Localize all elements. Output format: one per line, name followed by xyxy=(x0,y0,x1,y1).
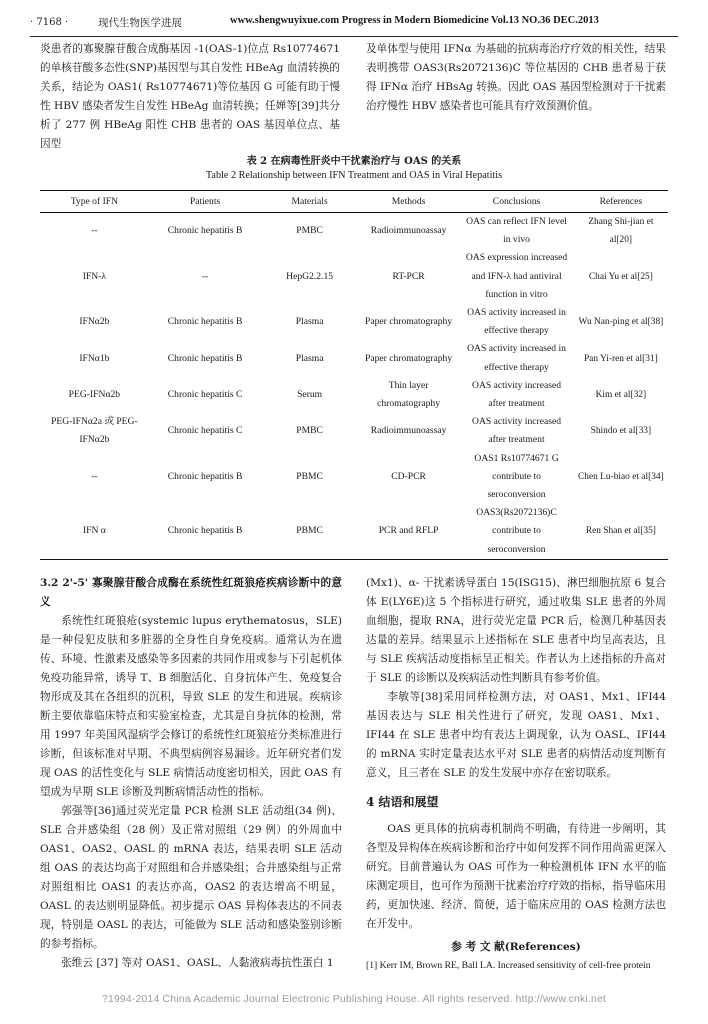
table-cell: Chronic hepatitis B xyxy=(167,316,243,328)
table-cell: -- xyxy=(201,270,209,282)
table-header-row xyxy=(40,191,668,213)
paragraph: 系统性红斑狼疮(systemic lupus erythematosus，SLE)是一种侵犯皮肤和多脏器的全身性自身免疫病。通常认为在遗传、环境、性激素及感染等多因素的共同作用或参与下引起机体免疫功能异常，诱导 T、B 细胞活化、自身抗体产生、免疫复合物形成及其在各组织的沉积，导致 SLE 的发生和进展。疾病诊断主要依靠临床特点和实验室检查，尤其是自身抗体的检测，常用 1997 年美国风湿病学会修订的系统性红斑狼疮分类标准进行诊断，但该标准对早期、不典型病例容易漏诊。近年研究者们发现 OAS 的活性变化与 SLE 病情活动度密切相关，因此 OAS 有望成为早期 SLE 诊断及判断病情活动性的指标。 xyxy=(40,615,342,798)
paragraph: 郭强等[36]通过荧光定量 PCR 检测 SLE 活动组(34 例)、SLE 合并感染组（28 例）及正常对照组（29 例）的外周血中 OAS1、OAS2、OASL 的 mRNA 表达，结果表明 SLE 活动组 OAS 的表达均高于对照组和合并感染组；合并感染组与正常对照组相比 OAS1 的表达亦高，OAS2 的表达增高不明显，OASL 的表达则明显降低。初步提示 OAS 异构体表达的不同表现，特别是 OASL 的表达，可能做为 SLE 活动和感染鉴别诊断的参考指标。 xyxy=(40,805,342,950)
table-cell: OAS activity increased in effective therapy xyxy=(467,343,566,373)
table-header-cell: Type of IFN xyxy=(40,191,149,213)
paragraph: 炎患者的寡聚腺苷酸合成酶基因 -1(OAS-1)位点 Rs10774671 的单核苷酸多态性(SNP)基因型与其自发性 HBeAg 血清转换的关系，结论为 OAS1( Rs10774671)等位基因 G 可能有助于慢性 HBV 感染者发生自发性 HBeAg 血清转换；任婵等[39]共分析了 277 例 HBeAg 阳性 CHB 患者的 OAS 基因单位点、基因型 xyxy=(40,43,340,150)
references-title: 参 考 文 献(References) xyxy=(451,941,581,953)
table-cell: Radioimmunoassay xyxy=(370,425,447,437)
table-header-cell: Conclusions xyxy=(459,191,573,213)
table-cell: HepG2.2.15 xyxy=(286,270,334,282)
table-cell: -- xyxy=(91,470,98,482)
table-cell: OAS1 Rs10774671 G contribute to seroconversion xyxy=(474,452,559,501)
table-cell: Plasma xyxy=(295,316,324,328)
table-cell: PEG-IFNα2a 或 PEG-IFNα2b xyxy=(51,416,138,446)
table-cell: Chronic hepatitis C xyxy=(167,388,243,400)
table-cell: PMBC xyxy=(296,225,323,237)
table-cell: Radioimmunoassay xyxy=(370,225,447,237)
table-row xyxy=(40,413,668,449)
table-cell: OAS can reflect IFN level in vivo xyxy=(466,216,567,246)
copyright-footer: ?1994-2014 China Academic Journal Electronic Publishing House. All rights reserved. http://www.cnki.net xyxy=(101,994,607,1005)
table-caption-cn: 表 2 在病毒性肝炎中干扰素治疗与 OAS 的关系 xyxy=(246,156,462,167)
table-cell: Plasma xyxy=(295,352,324,364)
table-cell: Chronic hepatitis B xyxy=(149,504,262,559)
column-left-top xyxy=(40,40,340,154)
table-cell: PEG-IFNα2b xyxy=(68,388,121,400)
page-number: · 7168 · xyxy=(30,17,69,28)
reference-item: [1] Kerr IM, Brown RE, Ball LA. Increased sensitivity of cell-free protein xyxy=(366,960,651,971)
table-cell: PBMC xyxy=(261,504,357,559)
table-header-cell: Materials xyxy=(261,191,357,213)
column-right-bottom xyxy=(366,574,666,973)
table-cell: Kim et al[32] xyxy=(595,389,647,400)
table-cell: IFNα2b xyxy=(79,316,110,328)
table-row xyxy=(40,377,668,413)
table-cell: Pan Yi-ren et al[31] xyxy=(583,353,658,364)
table-cell: Chronic hepatitis C xyxy=(167,425,243,437)
table-cell: IFNα1b xyxy=(79,352,110,364)
column-right-top xyxy=(366,40,666,116)
paragraph: (Mx1)、α- 干扰素诱导蛋白 15(ISG15)、淋巴细胞抗原 6 复合体 E(LY6E)这 5 个指标进行研究，通过收集 SLE 患者的外周血细胞，提取 RNA，进行荧光定量 PCR 后，检测几种基因表达量的差异。结果显示上述指标在 SLE 患者中均呈高表达，且与 SLE 疾病活动度指标呈正相关。作者认为上述指标的升高对于 SLE 的诊断以及疾病活动性判断具有参考价值。 xyxy=(366,577,666,684)
table-cell: Chronic hepatitis B xyxy=(167,470,243,482)
table-cell: PMBC xyxy=(296,425,323,437)
table-cell: OAS expression increased and IFN-λ had antiviral function in vitro xyxy=(465,252,568,300)
paragraph: 及单体型与使用 IFNα 为基础的抗病毒治疗疗效的相关性，结果表明携带 OAS3(Rs2072136)C 等位基因的 CHB 患者易于获得 IFNα 治疗 HBsAg 转换。因此 OAS 基因型检测对于干扰素治疗慢性 HBV 感染者也可能具有疗效预测价值。 xyxy=(366,43,666,112)
table-cell: OAS activity increased in effective therapy xyxy=(467,307,566,337)
section-heading-3-2: 3.2 2'-5' 寡聚腺苷酸合成酶在系统性红斑狼疮疾病诊断中的意义 xyxy=(40,577,342,608)
table-row xyxy=(40,340,668,376)
relationship-table xyxy=(40,190,668,560)
table-cell: Wu Nan-ping et al[38] xyxy=(578,317,664,328)
table-cell: Ren Shan et al[35] xyxy=(574,504,668,559)
section-heading-4: 4 结语和展望 xyxy=(366,795,439,809)
table-cell: Chronic hepatitis B xyxy=(167,225,243,237)
paragraph: 李敏等[38]采用同样检测方法，对 OAS1、Mx1、IFI44 基因表达与 SLE 相关性进行了研究，发现 OAS1、Mx1、IFI44 在 SLE 患者中均有表达上调现象，认为 OASL、IFI44 的 mRNA 实时定量表达水平对 SLE 患者的病情活动度判断有意义，且三者在 SLE 的发生发展中亦存在密切联系。 xyxy=(366,691,666,779)
table-cell: Shindo et al[33] xyxy=(590,426,652,437)
journal-info: www.shengwuyixue.com Progress in Modern Biomedicine Vol.13 NO.36 DEC.2013 xyxy=(230,15,599,26)
table-header-cell: Patients xyxy=(149,191,262,213)
column-left-bottom xyxy=(40,574,342,973)
table-cell: Thin layer chromatography xyxy=(377,379,440,410)
table-cell: Chen Lu-biao et al[34] xyxy=(578,471,664,482)
table-cell: Paper chromatography xyxy=(365,316,453,328)
paragraph: OAS 更具体的抗病毒机制尚不明确，有待进一步阐明，其各型及异构体在疾病诊断和治疗中如何发挥不同作用尚需更深入研究。目前普遍认为 OAS 可作为一种检测机体 IFN 水平的临床测定项目，也可作为预测干扰素治疗疗效的指标，指导临床用药，更加快速、经济、简便，适于临床应用的 OAS 检测方法也在开发中。 xyxy=(366,823,666,930)
table-cell: OAS activity increased after treatment xyxy=(472,416,562,446)
table-cell: RT-PCR xyxy=(392,270,425,282)
table-cell: OAS activity increased after treatment xyxy=(472,379,562,410)
table-cell: OAS3(Rs2072136)C contribute to seroconversion xyxy=(459,504,573,559)
table-cell: Serum xyxy=(297,388,323,400)
journal-name-cn: 现代生物医学进展 xyxy=(98,17,182,29)
table-cell: IFN-λ xyxy=(82,270,107,282)
table-cell: -- xyxy=(91,225,98,237)
table-row xyxy=(40,249,668,304)
table-cell: IFN α xyxy=(40,504,149,559)
table-row xyxy=(40,304,668,340)
table-row xyxy=(40,504,668,559)
table-cell: PBMC xyxy=(296,470,323,482)
table-cell: Chronic hepatitis B xyxy=(167,352,243,364)
running-header xyxy=(30,12,678,32)
table-header-cell: Methods xyxy=(358,191,459,213)
header-rule xyxy=(30,36,678,37)
table-row xyxy=(40,213,668,250)
table-cell: Paper chromatography xyxy=(365,352,453,364)
table-caption-en: Table 2 Relationship between IFN Treatment and OAS in Viral Hepatitis xyxy=(205,170,503,181)
table-cell: Zhang Shi-jian et al[20] xyxy=(588,217,654,246)
table-cell: CD-PCR xyxy=(391,470,426,482)
table-row xyxy=(40,450,668,505)
table-cell: PCR and RFLP xyxy=(358,504,459,559)
table-header-cell: References xyxy=(574,191,668,213)
table-cell: Chai Yu et al[25] xyxy=(588,271,653,282)
paragraph: 张维云 [37] 等对 OAS1、OASL、人黏液病毒抗性蛋白 1 xyxy=(61,957,334,969)
